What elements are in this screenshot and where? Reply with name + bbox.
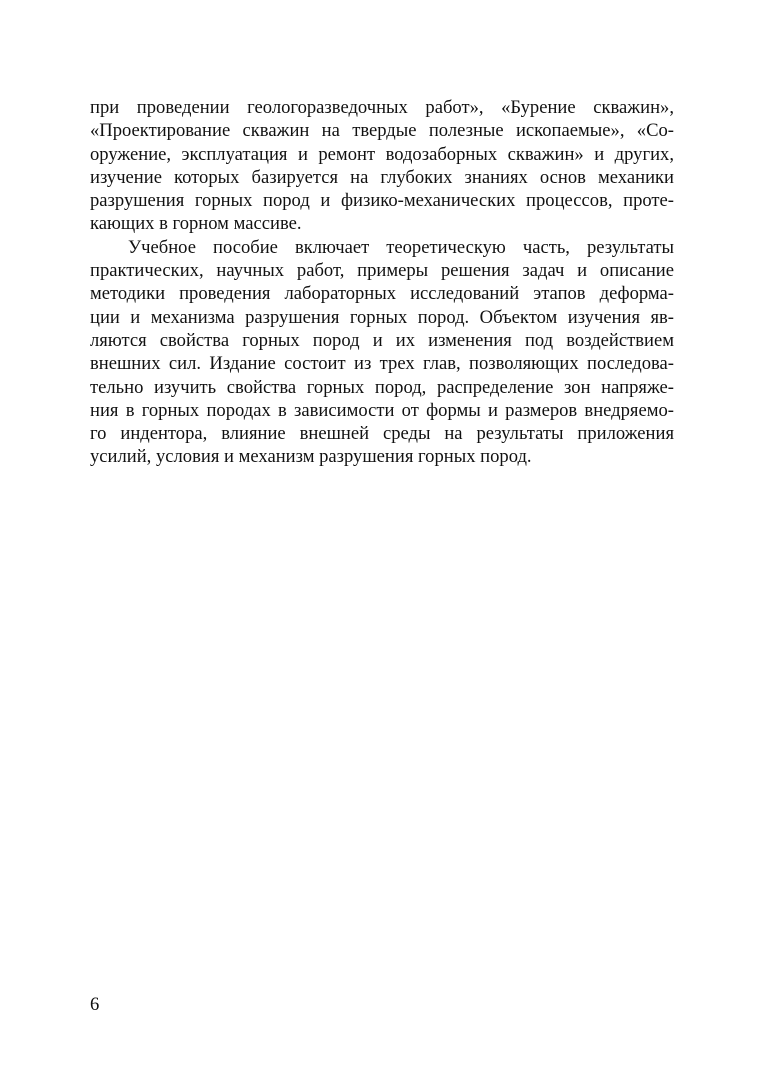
text-line: методики проведения лабораторных исследований этапов деформа- bbox=[90, 283, 674, 305]
text-line: разрушения горных пород и физико-механических процессов, проте- bbox=[90, 190, 674, 212]
paragraph-1 bbox=[90, 96, 674, 236]
text-line: тельно изучить свойства горных пород, распределение зон напряже- bbox=[90, 376, 674, 398]
text-line: при проведении геологоразведочных работ», «Бурение скважин», bbox=[90, 97, 674, 118]
text-line: го индентора, влияние внешней среды на результаты приложения bbox=[90, 423, 674, 445]
text-line: изучение которых базируется на глубоких знаниях основ механики bbox=[90, 166, 674, 188]
text-line: усилий, условия и механизм разрушения горных пород. bbox=[90, 446, 532, 468]
text-line: ляются свойства горных пород и их изменения под воздействием bbox=[90, 329, 674, 351]
text-line: оружение, эксплуатация и ремонт водозаборных скважин» и других, bbox=[90, 143, 674, 165]
body-text bbox=[90, 96, 674, 469]
text-line: кающих в горном массиве. bbox=[90, 213, 302, 235]
text-line: внешних сил. Издание состоит из трех глав, позволяющих последова- bbox=[90, 353, 674, 375]
text-line: ния в горных породах в зависимости от формы и размеров внедряемо- bbox=[90, 399, 674, 421]
text-line: Учебное пособие включает теоретическую часть, результаты bbox=[128, 236, 674, 258]
text-line: «Проектирование скважин на твердые полезные ископаемые», «Со- bbox=[90, 120, 674, 142]
text-line: практических, научных работ, примеры решения задач и описание bbox=[90, 260, 674, 282]
text-line: ции и механизма разрушения горных пород. Объектом изучения яв- bbox=[90, 306, 674, 328]
page-number: 6 bbox=[90, 994, 100, 1015]
paragraph-2 bbox=[90, 236, 674, 469]
